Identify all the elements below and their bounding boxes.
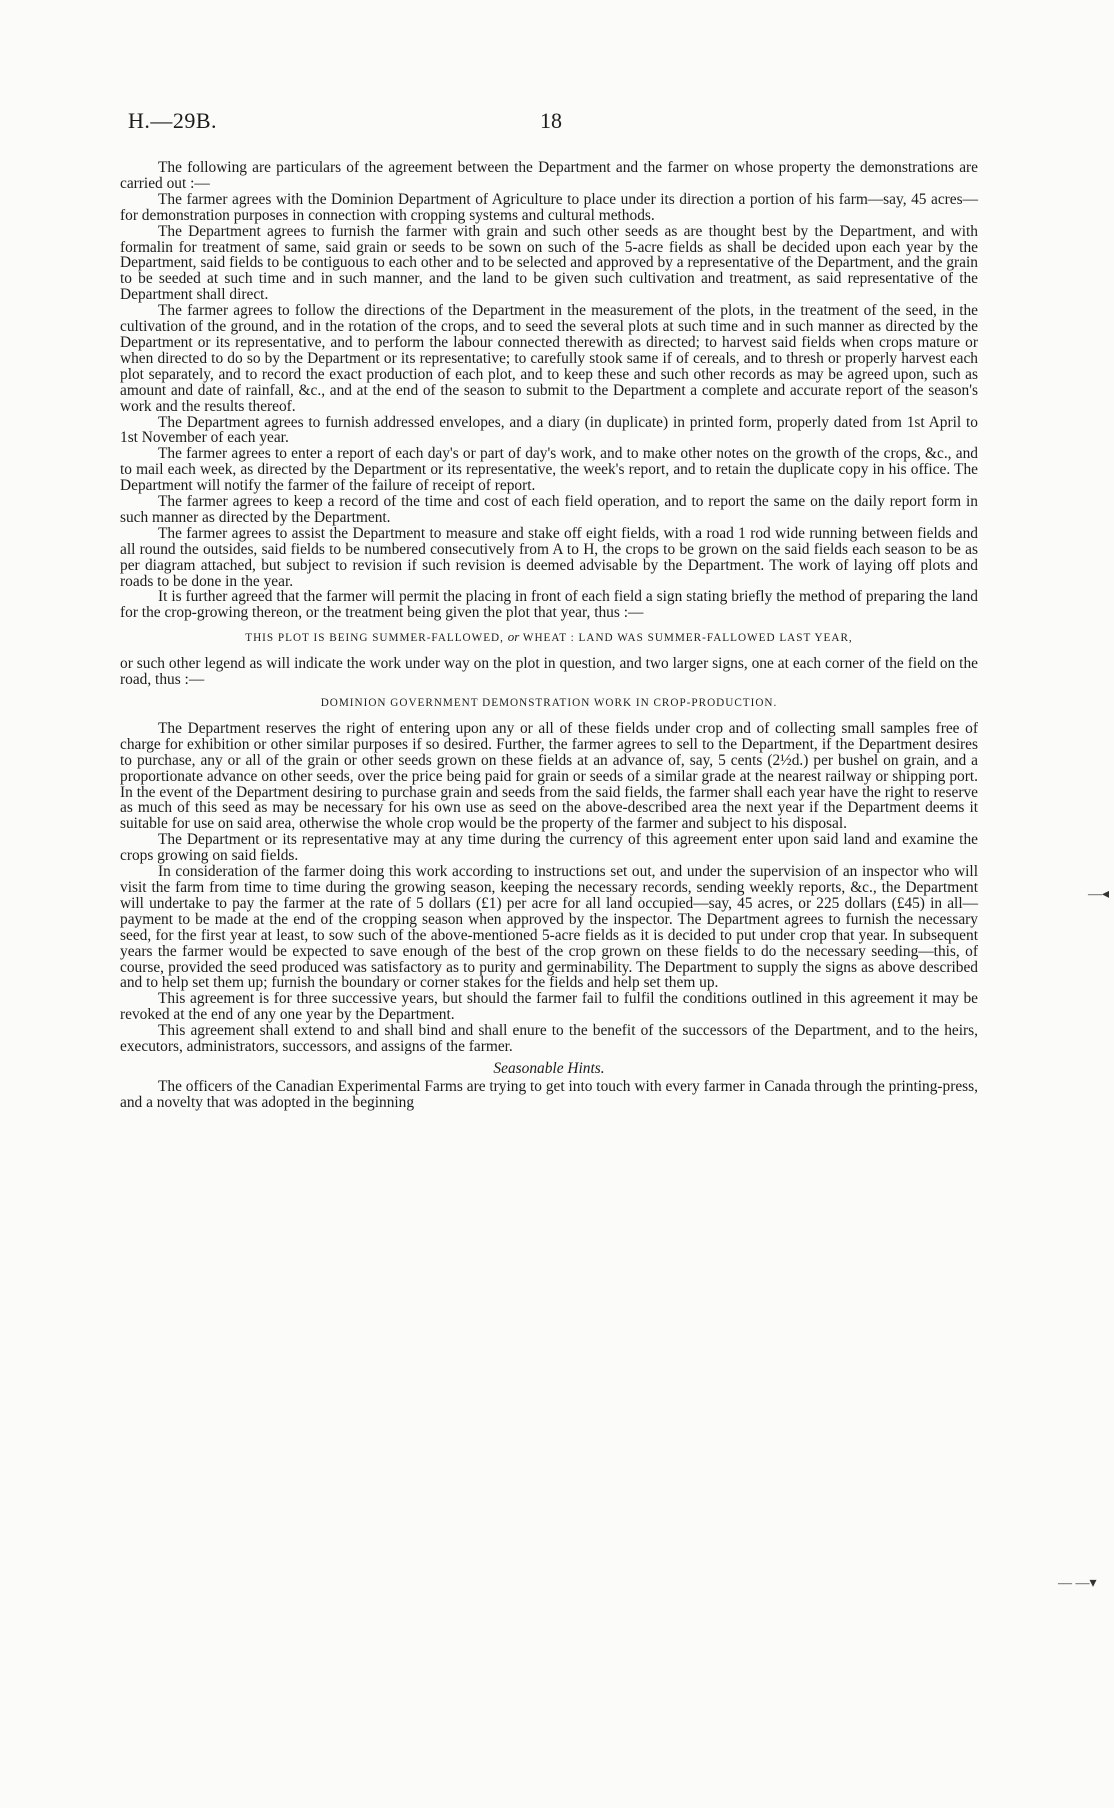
paragraph-11: The Department reserves the right of entering upon any or all of these fields under crop and of collecting small samples free of charge for exhibition or other similar purposes if so desired. Further, the farmer agrees to sell to the Department, if the Department desires to purchase, any or all of the grain or other seeds grown on these fields at an advance of, say, 5 cents (2½d.) per bushel on grain, and a proportionate advance on other seeds, over the price being paid for grain or seeds of a similar grade at the nearest railway or shipping port. In the event of the Department desiring to purchase grain and seeds from the said fields, the farmer shall each year have the right to reserve as much of this seed as may be necessary for his own use as seed on the above-described area the next year if the Department deems it suitable for use on said area, otherwise the whole crop would be the property of the farmer and subject to his disposal.	[120, 719, 978, 833]
paragraph-1: The following are particulars of the agreement between the Department and the farmer on whose property the demonstrations are carried out :—	[120, 159, 978, 192]
paragraph-12: The Department or its representative may at any time during the currency of this agreement enter upon said land and examine the crops growing on said fields.	[120, 831, 978, 865]
section-subheading: Seasonable Hints.	[493, 1059, 605, 1077]
legend-or: or	[507, 629, 520, 645]
paragraph-5: The Department agrees to furnish addressed envelopes, and a diary (in duplicate) in printed form, properly dated from 1st April to 1st November of each year.	[120, 413, 978, 447]
paragraph-7: The farmer agrees to keep a record of the time and cost of each field operation, and to report the same on the daily report form in such manner as directed by the Department.	[120, 493, 978, 526]
margin-mark-1: —◂	[1088, 887, 1110, 902]
paragraph-14: This agreement is for three successive years, but should the farmer fail to fulfil the conditions outlined in this agreement it may be revoked at the end of any one year by the Department.	[120, 990, 978, 1024]
margin-mark-2: — —▾	[1058, 1576, 1097, 1591]
paragraph-4: The farmer agrees to follow the directions of the Department in the measurement of the plots, in the treatment of the seed, in the cultivation of the ground, and in the rotation of the crops, and to seed the several plots at such time and in such manner as directed by the Department or its representative, and to perform the labour connected therewith as directed; to harvest said fields when crops mature or when directed to do so by the Department or its representative; to carefully stook same if of cereals, and to thresh or properly harvest each plot separately, and to record the exact production of each plot, and to keep these and such other records as may be agreed upon, such as amount and date of rainfall, &c., and at the end of the season to submit to the Department a complete and accurate report of the season's work and the results thereof.	[120, 302, 978, 415]
paragraph-3: The Department agrees to furnish the farmer with grain and such other seeds as are thought best by the Department, and with formalin for treatment of same, said grain or seeds to be sown on such of the 5-acre fields as shall be decided upon each year by the Department, said fields to be contiguous to each other and to be selected and approved by a representative of the Department, and the grain to be seeded at such time and in such manner, and the land to be given such cultivation and treatment, as said representative of the Department shall direct.	[120, 222, 978, 304]
paragraph-6: The farmer agrees to enter a report of each day's or part of day's work, and to make other notes on the growth of the crops, &c., and to mail each week, as directed by the Department or its representative, the week's report, and to retain the duplicate copy in his office. The Department will notify the farmer of the failure of receipt of report.	[120, 445, 978, 495]
paragraph-8: The farmer agrees to assist the Department to measure and stake off eight fields, with a road 1 rod wide running between fields and all round the outsides, said fields to be numbered consecutively from A to H, the crops to be grown on the said fields each season to be as per diagram attached, but subject to revision if such revision is deemed advisable by the Department. The work of laying off plots and roads to be done in the year.	[120, 524, 978, 590]
paragraph-10: or such other legend as will indicate the work under way on the plot in question, and two larger signs, one at each corner of the field on the road, thus :—	[120, 655, 978, 689]
document-reference: H.—29B.	[128, 108, 218, 133]
plot-sign-legend	[120, 629, 978, 647]
paragraph-9: It is further agreed that the farmer will permit the placing in front of each field a sign stating briefly the method of preparing the land for the crop-growing thereon, or the treatment being given the plot that year, thus :—	[120, 588, 978, 622]
page-header	[128, 108, 978, 138]
legend-part-b: WHEAT : LAND WAS SUMMER-FALLOWED LAST YEAR,	[522, 632, 853, 645]
paragraph-16: The officers of the Canadian Experimental Farms are trying to get into touch with every farmer in Canada through the printing-press, and a novelty that was adopted in the beginning	[120, 1077, 978, 1111]
field-sign-legend: DOMINION GOVERNMENT DEMONSTRATION WORK IN CROP-PRODUCTION.	[320, 697, 778, 709]
legend-part-a: THIS PLOT IS BEING SUMMER-FALLOWED,	[245, 632, 504, 645]
paragraph-15: This agreement shall extend to and shall bind and shall enure to the benefit of the successors of the Department, and to the heirs, executors, administrators, successors, and assigns of the farmer.	[120, 1022, 978, 1056]
document-body	[120, 160, 978, 1111]
paragraph-2: The farmer agrees with the Dominion Department of Agriculture to place under its direction a portion of his farm—say, 45 acres—for demonstration purposes in connection with cropping systems and cultural methods.	[120, 190, 978, 224]
page-number: 18	[540, 108, 562, 133]
paragraph-13: In consideration of the farmer doing this work according to instructions set out, and under the supervision of an inspector who will visit the farm from time to time during the growing season, keeping the necessary records, sending weekly reports, &c., the Department will undertake to pay the farmer at the rate of 5 dollars (£1) per acre for all land occupied—say, 45 acres, or 225 dollars (£45) in all—payment to be made at the end of the cropping season when approved by the inspector. The Department agrees to furnish the necessary seed, for the first year at least, to sow such of the above-mentioned 5-acre fields as it is decided to put under crop that year. In subsequent years the farmer would be expected to save enough of the best of the crop grown on these fields to do the necessary seeding—this, of course, provided the seed produced was satisfactory as to purity and germinability. The Department to supply the signs as above described and to help set them up; furnish the boundary or corner stakes for the fields and help set them up.	[120, 863, 978, 992]
